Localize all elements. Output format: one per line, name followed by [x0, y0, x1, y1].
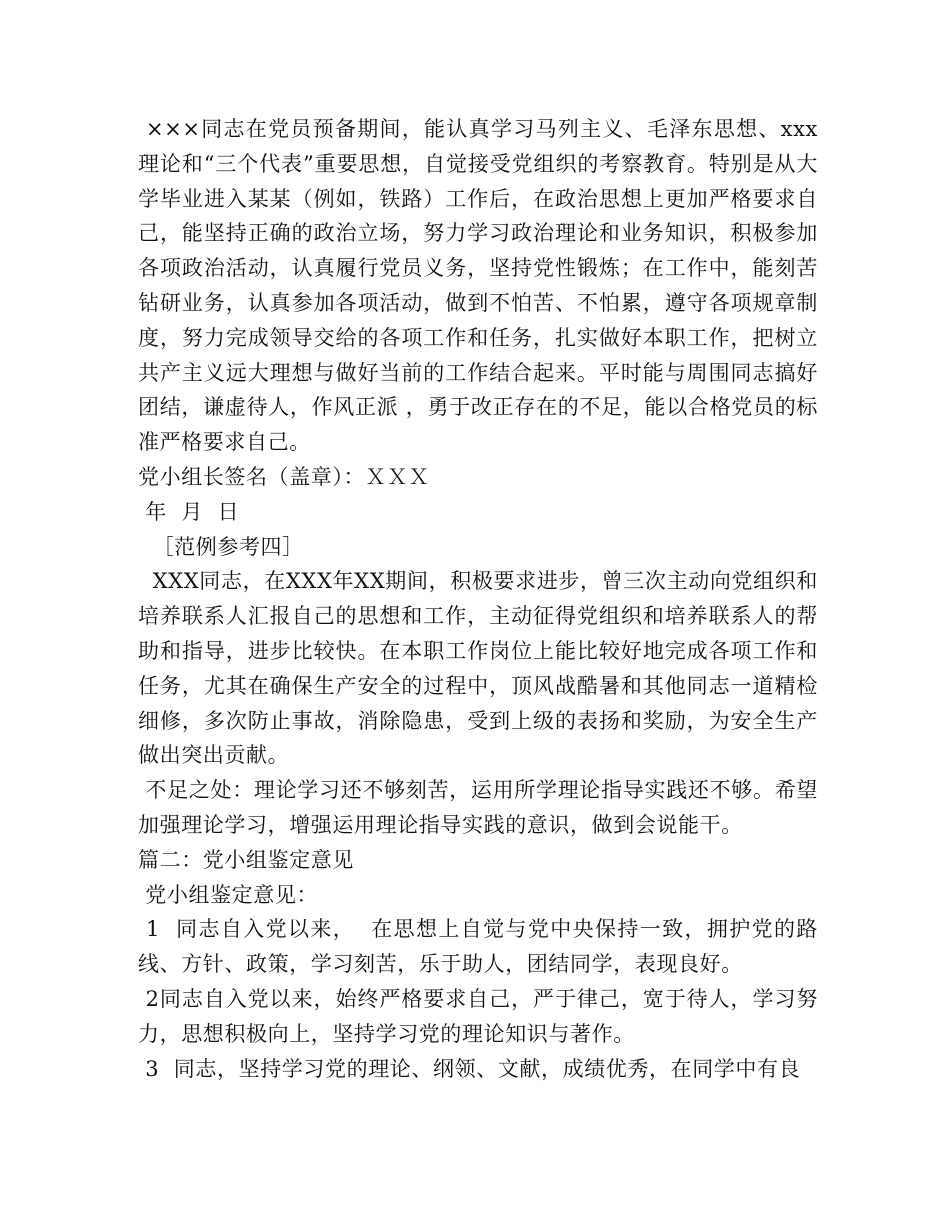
paragraph-shortcomings: 不足之处：理论学习还不够刻苦，运用所学理论指导实践还不够。希望加强理论学习，增强运用理论指导实践的意识，做到会说能干。: [138, 778, 818, 837]
list-item-1: 1 同志自入党以来， 在思想上自觉与党中央保持一致，拥护党的路线、方针、政策，学习刻苦，乐于助人，团结同学，表现良好。: [138, 917, 819, 977]
section-heading: 篇二：党小组鉴定意见: [138, 847, 354, 872]
subsection-label: 党小组鉴定意见：: [138, 882, 319, 907]
document-body: [138, 112, 818, 1086]
paragraph-probation-assessment: ×××同志在党员预备期间，能认真学习马列主义、毛泽东思想、xxx理论和“三个代表”重要思想，自觉接受党组织的考察教育。特别是从大学毕业进入某某（例如，铁路）工作后，在政治思想上更加严格要求自己，能坚持正确的政治立场，努力学习政治理论和业务知识，积极参加各项政治活动，认真履行党员义务，坚持党性锻炼；在工作中，能刻苦钻研业务，认真参加各项活动，做到不怕苦、不怕累，遵守各项规章制度，努力完成领导交给的各项工作和任务，扎实做好本职工作，把树立共产主义远大理想与做好当前的工作结合起来。平时能与周围同志搞好团结，谦虚待人，作风正派 ，勇于改正存在的不足，能以合格党员的标准严格要求自己。: [138, 117, 819, 455]
group-leader-signature-line: 党小组长签名（盖章）：ＸＸＸ: [138, 464, 430, 489]
date-line: 年 月 日: [138, 499, 240, 524]
example-heading: ［范例参考四］: [138, 534, 304, 559]
list-item-3: 3 同志，坚持学习党的理论、纲领、文献，成绩优秀，在同学中有良: [138, 1056, 801, 1081]
list-item-2: 2同志自入党以来，始终严格要求自己，严于律己，宽于待人，学习努力，思想积极向上，坚持学习党的理论知识与著作。: [138, 986, 818, 1046]
paragraph-example-four: XXX同志，在XXX年XX期间，积极要求进步，曾三次主动向党组织和培养联系人汇报自己的思想和工作，主动征得党组织和培养联系人的帮助和指导，进步比较快。在本职工作岗位上能比较好地完成各项工作和任务，尤其在确保生产安全的过程中，顶风战酷暑和其他同志一道精检细修，多次防止事故，消除隐患，受到上级的表扬和奖励，为安全生产做出突出贡献。: [138, 569, 818, 768]
